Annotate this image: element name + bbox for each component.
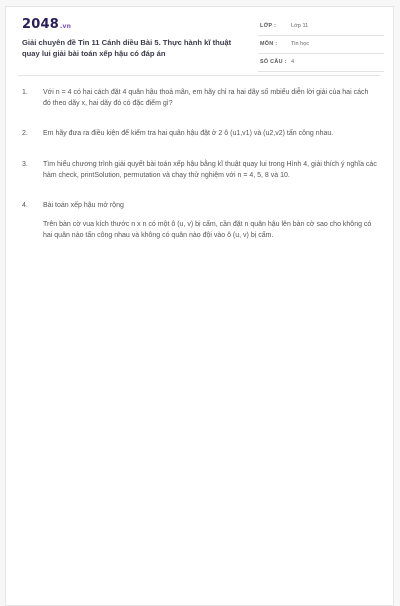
meta-label: LỚP : xyxy=(260,23,277,29)
question-number: 1. xyxy=(22,89,28,96)
document-header xyxy=(20,16,386,78)
meta-label: MÔN : xyxy=(260,41,278,47)
meta-info xyxy=(258,20,384,74)
question-number: 4. xyxy=(22,202,28,210)
logo-domain: .vn xyxy=(59,23,72,30)
meta-value: Tin học xyxy=(291,41,310,47)
meta-row-subject xyxy=(258,38,384,54)
meta-row-question-count xyxy=(258,56,384,72)
question-item xyxy=(22,200,378,242)
question-number: 2. xyxy=(22,130,28,138)
meta-value: 4 xyxy=(291,59,295,65)
question-item xyxy=(22,128,378,139)
document-title: Giải chuyên đề Tin 11 Cánh diều Bài 5. Thực hành kĩ thuật quay lui giải bài toán xếp hậu có đáp án xyxy=(22,38,232,58)
meta-row-class xyxy=(258,20,384,36)
document-page xyxy=(5,6,394,606)
question-item xyxy=(22,87,378,109)
question-text: Em hãy đưa ra điều kiện để kiểm tra hai quân hậu đặt ở 2 ô (u1,v1) và (u2,v2) tấn công nhau. xyxy=(43,130,334,138)
site-logo[interactable] xyxy=(22,18,71,34)
question-text: Với n = 4 có hai cách đặt 4 quân hậu thoả mãn, em hãy chỉ ra hai dãy số mbiểu diễn lời giải của hai cách đó theo dãy x, hai dãy đó có đặc điểm gì? xyxy=(43,89,369,108)
question-detail: Trên bàn cờ vua kích thước n x n có một ô (u, v) bị cấm, cần đặt n quân hậu lên bàn cờ sao cho không có hai quân nào tấn công nhau và không có quân nào đội vào ô (u, v) bị cấm. xyxy=(43,221,372,240)
question-list xyxy=(22,87,378,261)
meta-label: SỐ CÂU : xyxy=(260,59,287,65)
question-text: Tìm hiểu chương trình giải quyết bài toán xếp hậu bằng kĩ thuật quay lui trong Hình 4, giải thích ý nghĩa các hàm check, printSolution, permutation và chạy thử nghiệm với n = 4, 5, 8 và 10. xyxy=(43,160,377,179)
meta-value: Lớp 11 xyxy=(291,23,309,29)
question-number: 3. xyxy=(22,160,28,168)
logo-text: 2048 xyxy=(22,17,59,32)
question-item xyxy=(22,159,378,181)
header-divider xyxy=(18,75,381,76)
question-text: Bài toán xếp hậu mở rộng xyxy=(43,202,124,210)
